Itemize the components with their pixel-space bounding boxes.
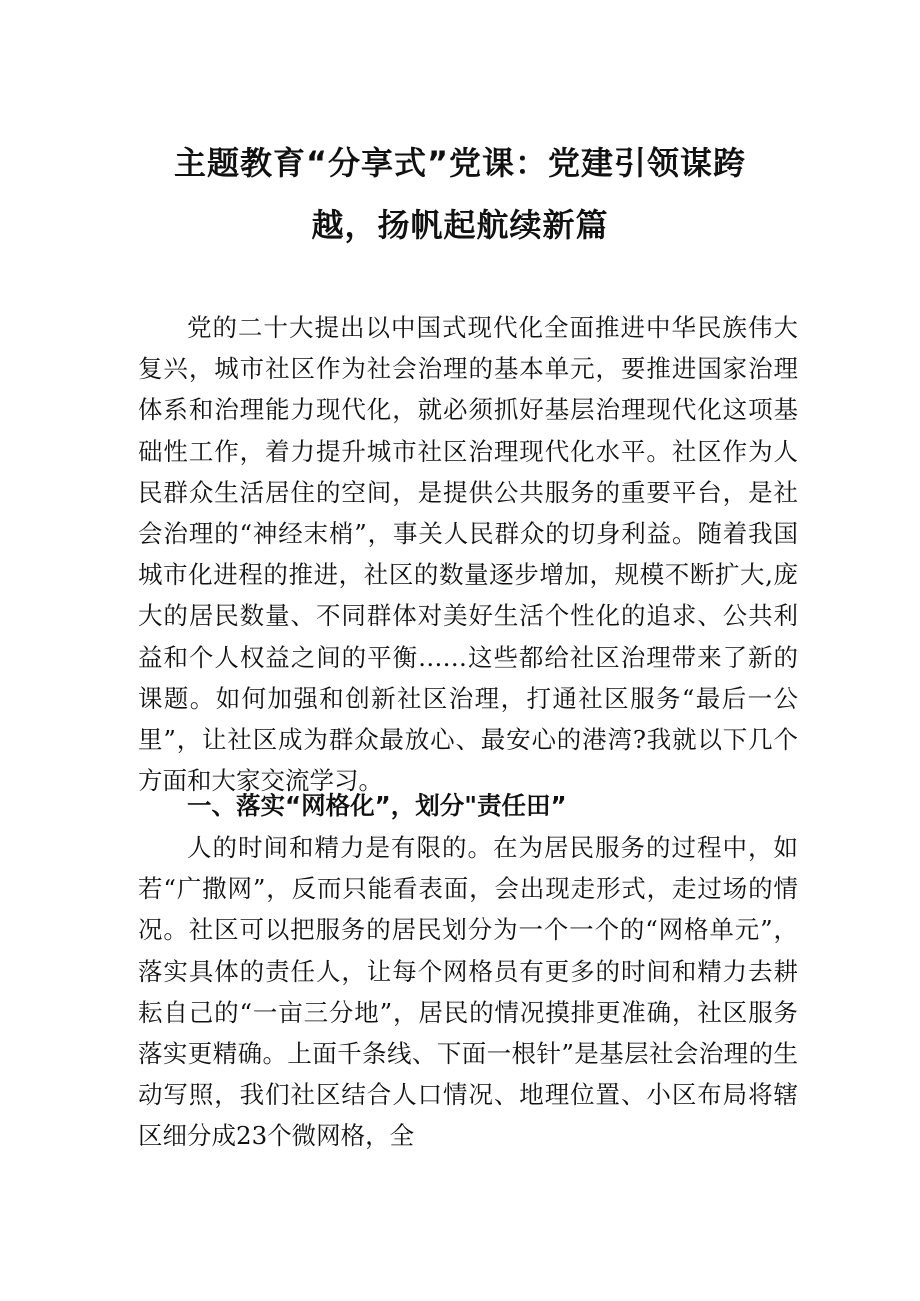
document-title-line-1: 主题教育“分享式”党课：党建引领谋跨 [173,144,747,182]
document-title-line-2: 越，扬帆起航续新篇 [311,206,609,244]
section-1-paragraph: 人的时间和精力是有限的。在为居民服务的过程中，如若“广撒网”，反而只能看表面，会出现走形式，走过场的情况。社区可以把服务的居民划分为一个一个的“网格单元”，落实具体的责任人，让每个网格员有更多的时间和精力去耕耘自己的“一亩三分地”，居民的情况摸排更准确，社区服务落实更精确。上面千条线、下面一根针”是基层社会治理的生动写照，我们社区结合人口情况、地理位置、小区布局将辖区细分成23个微网格，全 [138,833,798,1151]
section-heading-1: 一、落实“网格化”，划分"责任田” [187,791,567,820]
intro-paragraph: 党的二十大提出以中国式现代化全面推进中华民族伟大复兴，城市社区作为社会治理的基本单元，要推进国家治理体系和治理能力现代化，就必须抓好基层治理现代化这项基础性工作，着力提升城市社区治理现代化水平。社区作为人民群众生活居住的空间，是提供公共服务的重要平台，是社会治理的“神经末梢”，事关人民群众的切身利益。随着我国城市化进程的推进，社区的数量逐步增加，规模不断扩大,庞大的居民数量、不同群体对美好生活个性化的追求、公共利益和个人权益之间的平衡……这些都给社区治理带来了新的课题。如何加强和创新社区治理，打通社区服务“最后一公里”，让社区成为群众最放心、最安心的港湾?我就以下几个方面和大家交流学习。 [138,313,798,796]
